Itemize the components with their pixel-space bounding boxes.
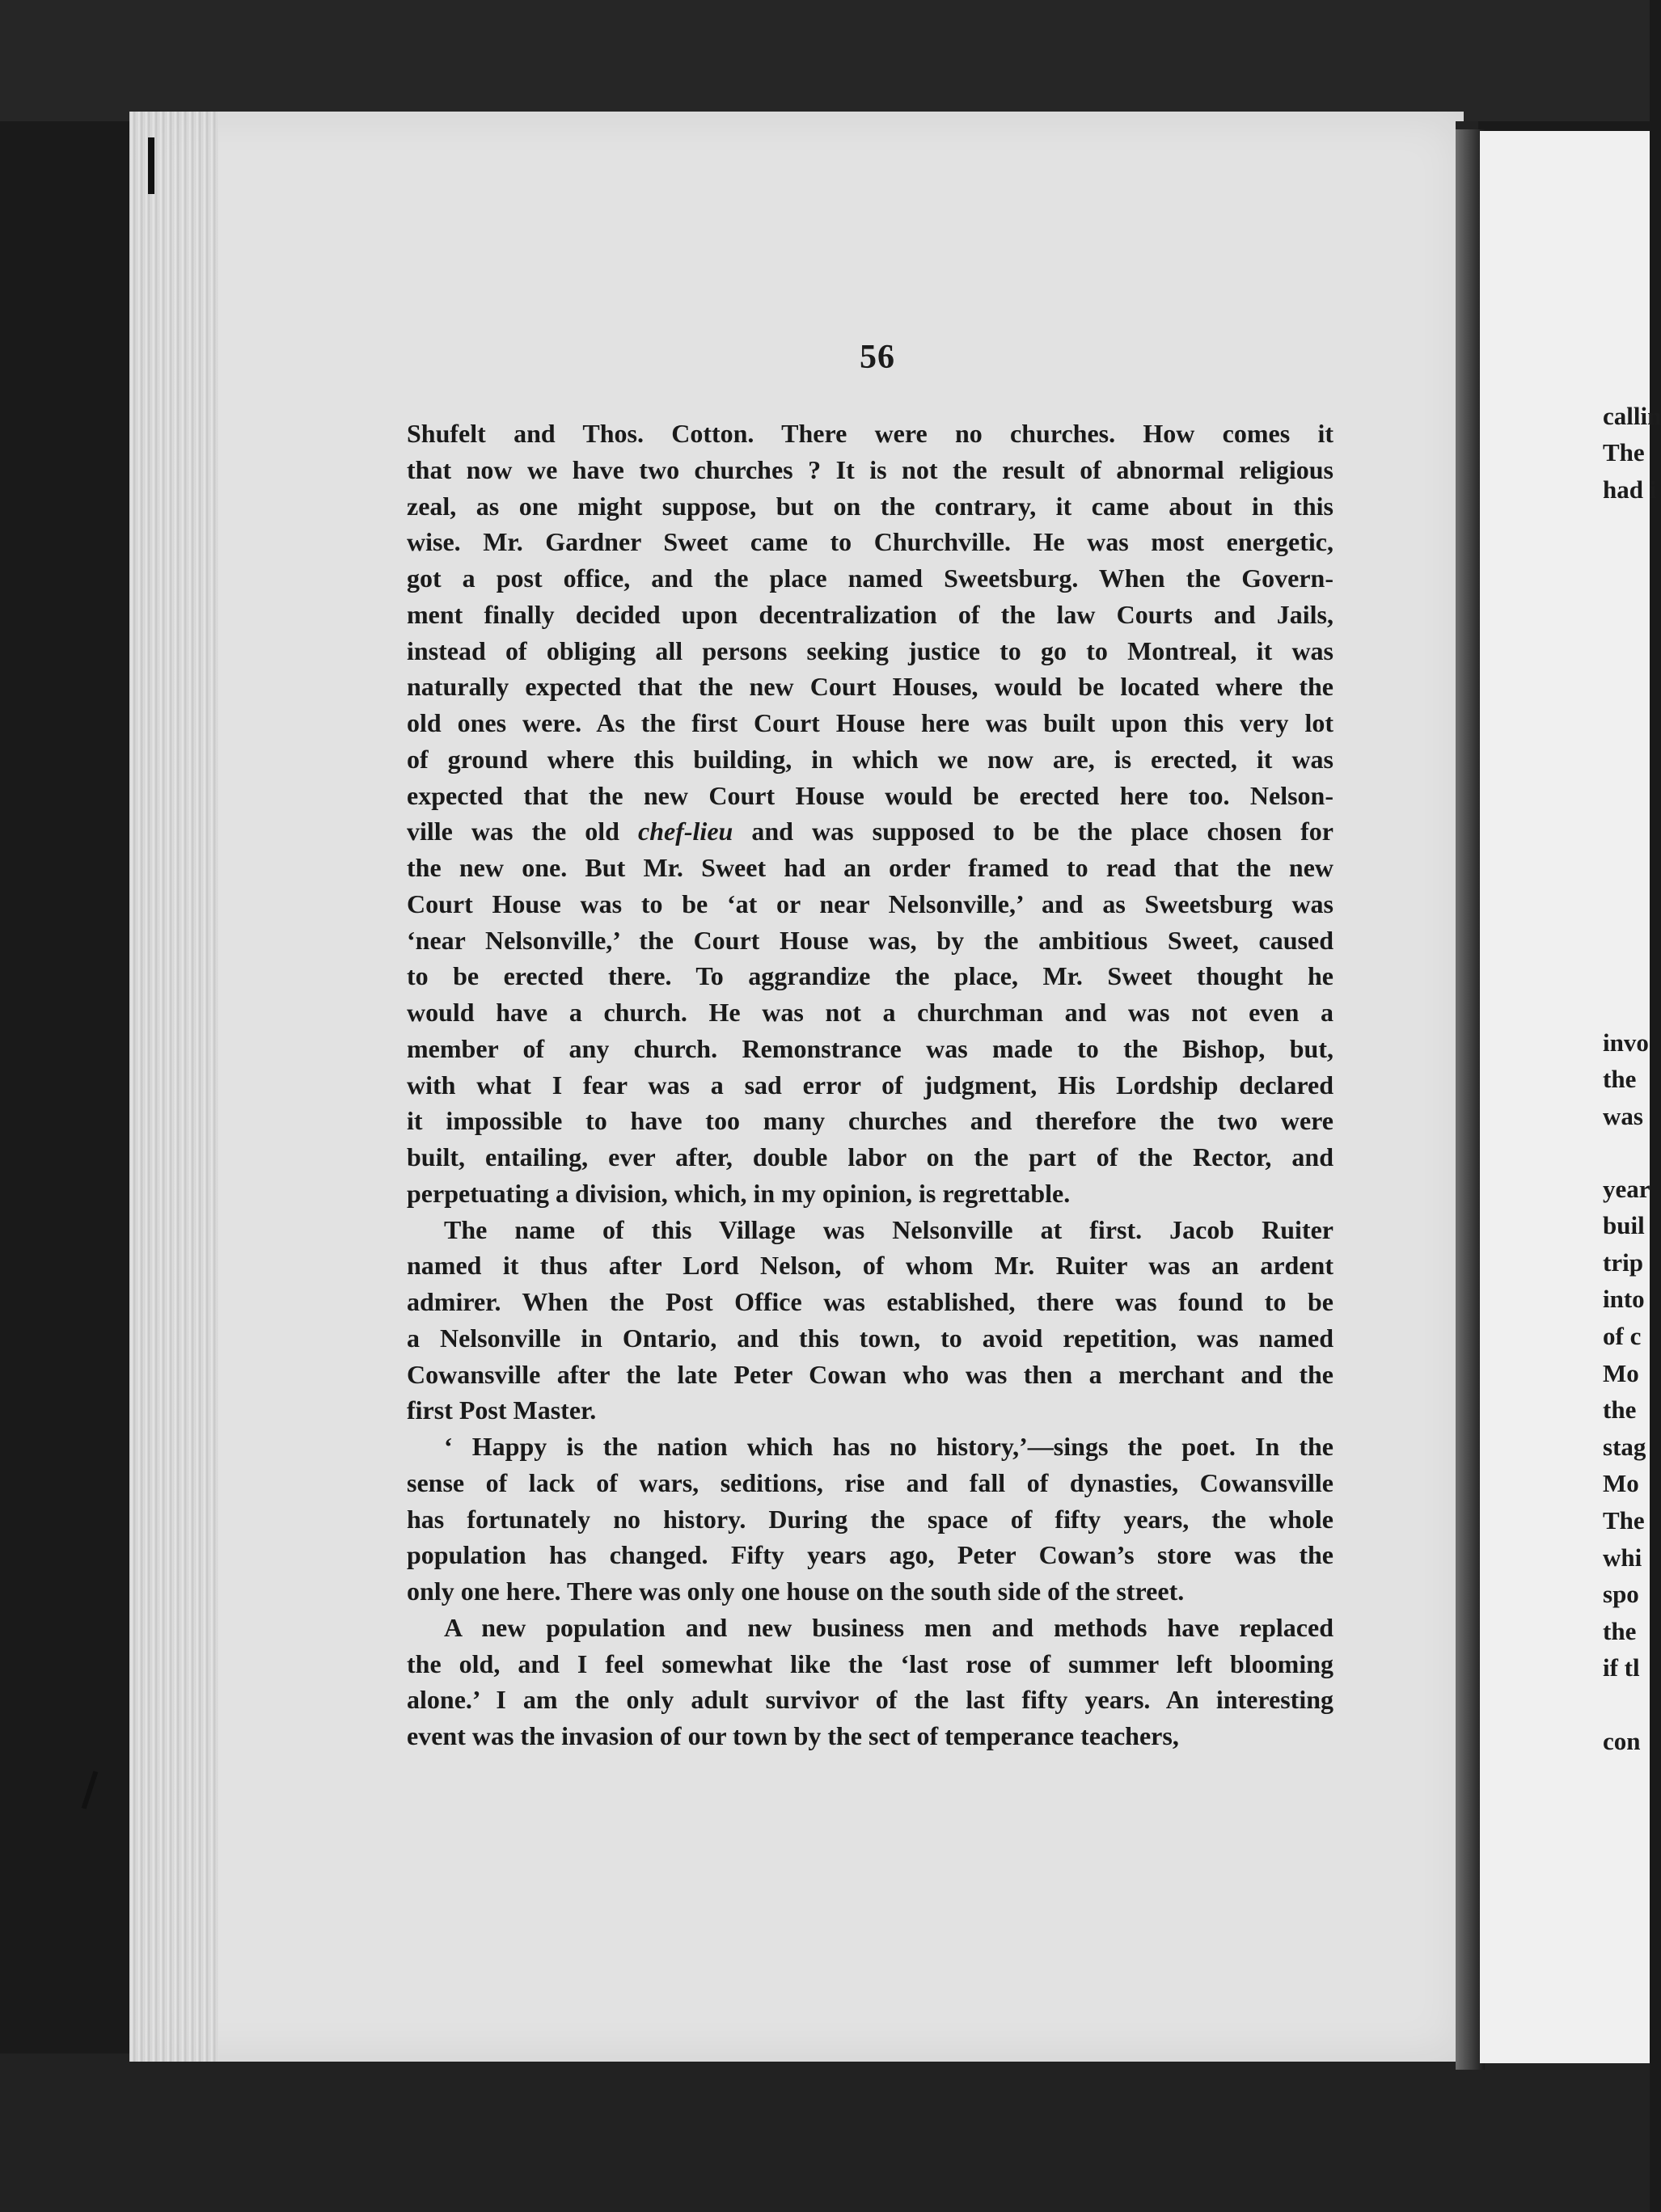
facing-page-fragment: callin xyxy=(1603,402,1661,430)
text-line: named it thus after Lord Nelson, of whom Mr. Ruiter was an ardent xyxy=(407,1251,1333,1281)
text-line: perpetuating a division, which, in my opinion, is regrettable. xyxy=(407,1178,1071,1208)
text-line: of ground where this building, in which we now are, is erected, it was xyxy=(407,744,1333,774)
text-line: old ones were. As the first Court House here was built upon this very lot xyxy=(407,708,1333,737)
text-line: wise. Mr. Gardner Sweet came to Churchville. He was most energetic, xyxy=(407,527,1333,557)
text-line: expected that the new Court House would be erected here too. Nelson- xyxy=(407,780,1333,810)
text-line: to be erected there. To aggrandize the place, Mr. Sweet thought he xyxy=(407,961,1333,991)
paragraph xyxy=(407,1610,1333,1754)
facing-page-fragment: Mo xyxy=(1603,1359,1639,1387)
facing-page-fragment: invo xyxy=(1603,1028,1649,1057)
text-line: member of any church. Remonstrance was made to the Bishop, but, xyxy=(407,1033,1333,1063)
edge-mark xyxy=(82,1771,99,1809)
facing-page-fragment: spo xyxy=(1603,1580,1639,1608)
right-page xyxy=(1480,131,1661,2063)
paragraph xyxy=(407,1429,1333,1610)
facing-page-fragment: if tl xyxy=(1603,1653,1640,1682)
text-line: ‘near Nelsonville,’ the Court House was, by the ambitious Sweet, caused xyxy=(407,925,1333,955)
text-line: ‘ Happy is the nation which has no history,’—sings the poet. In the xyxy=(444,1432,1333,1461)
facing-page-fragment: the xyxy=(1603,1395,1637,1424)
facing-page-fragment: of c xyxy=(1603,1322,1642,1350)
page-edge-stack xyxy=(129,112,218,2062)
text-line: the old, and I feel somewhat like the ‘last rose of summer left blooming xyxy=(407,1648,1333,1678)
facing-page-fragment: Mo xyxy=(1603,1469,1639,1497)
scan-background-top xyxy=(0,0,1650,121)
text-line: got a post office, and the place named Sweetsburg. When the Govern- xyxy=(407,564,1333,593)
text-line: that now we have two churches ? It is not the result of abnormal religious xyxy=(407,454,1333,484)
text-line: with what I fear was a sad error of judgment, His Lordship declared xyxy=(407,1070,1333,1100)
facing-page-fragment: the xyxy=(1603,1617,1637,1645)
facing-page-fragment: The xyxy=(1603,1506,1645,1534)
facing-page-fragment: into xyxy=(1603,1285,1645,1313)
text-line: event was the invasion of our town by the sect of temperance teachers, xyxy=(407,1721,1179,1750)
facing-page-fragment: con xyxy=(1603,1727,1641,1755)
text-line: only one here. There was only one house on the south side of the street. xyxy=(407,1577,1185,1606)
text-line: it impossible to have too many churches and therefore the two were xyxy=(407,1106,1333,1136)
text-line: ment finally decided upon decentralization of the law Courts and Jails, xyxy=(407,599,1333,629)
text-line: instead of obliging all persons seeking justice to go to Montreal, it was xyxy=(407,635,1333,665)
text-line: admirer. When the Post Office was established, there was found to be xyxy=(407,1287,1333,1316)
text-line: first Post Master. xyxy=(407,1395,597,1425)
text-line: Cowansville after the late Peter Cowan who was then a merchant and the xyxy=(407,1359,1333,1389)
text-line: would have a church. He was not a churchman and was not even a xyxy=(407,998,1333,1027)
text-line: Court House was to be ‘at or near Nelsonville,’ and as Sweetsburg was xyxy=(407,889,1333,918)
text-line: The name of this Village was Nelsonville at first. Jacob Ruiter xyxy=(444,1214,1333,1244)
text-line: a Nelsonville in Ontario, and this town, to avoid repetition, was named xyxy=(407,1323,1333,1353)
facing-page-fragment: whi xyxy=(1603,1543,1642,1572)
facing-page-fragment: was xyxy=(1603,1102,1643,1130)
facing-page-fragment: buil xyxy=(1603,1211,1645,1239)
italic-term: chef-lieu xyxy=(638,817,733,846)
paragraph xyxy=(407,416,1333,1212)
text-line: ville was the old chef-lieu and was supposed to be the place chosen for xyxy=(407,817,1334,846)
paragraph xyxy=(407,1212,1333,1429)
text-line: population has changed. Fifty years ago, Peter Cowan’s store was the xyxy=(407,1540,1333,1570)
facing-page-fragment: stag xyxy=(1603,1433,1646,1461)
text-line: zeal, as one might suppose, but on the contrary, it came about in this xyxy=(407,491,1333,521)
text-line: A new population and new business men and methods have replaced xyxy=(444,1612,1333,1642)
facing-page-fragment: year xyxy=(1603,1175,1650,1203)
facing-page-fragment: trip xyxy=(1603,1248,1643,1277)
body-text xyxy=(407,416,1333,1754)
scan-background-bottom xyxy=(0,2054,1650,2212)
text-line: sense of lack of wars, seditions, rise and fall of dynasties, Cowansville xyxy=(407,1467,1333,1497)
edge-mark xyxy=(148,137,154,194)
facing-page-fragment: The xyxy=(1603,438,1645,466)
facing-page-fragment: the xyxy=(1603,1065,1637,1093)
text-line: naturally expected that the new Court Houses, would be located where the xyxy=(407,672,1333,702)
facing-page-fragment: had i xyxy=(1603,475,1657,504)
text-line: Shufelt and Thos. Cotton. There were no churches. How comes it xyxy=(407,419,1333,448)
text-line: built, entailing, ever after, double labor on the part of the Rector, and xyxy=(407,1142,1333,1171)
page-number: 56 xyxy=(860,339,895,376)
text-line: alone.’ I am the only adult survivor of the last fifty years. An interesting xyxy=(407,1685,1333,1715)
text-line: the new one. But Mr. Sweet had an order framed to read that the new xyxy=(407,853,1333,882)
text-line: has fortunately no history. During the space of fifty years, the whole xyxy=(407,1504,1333,1534)
